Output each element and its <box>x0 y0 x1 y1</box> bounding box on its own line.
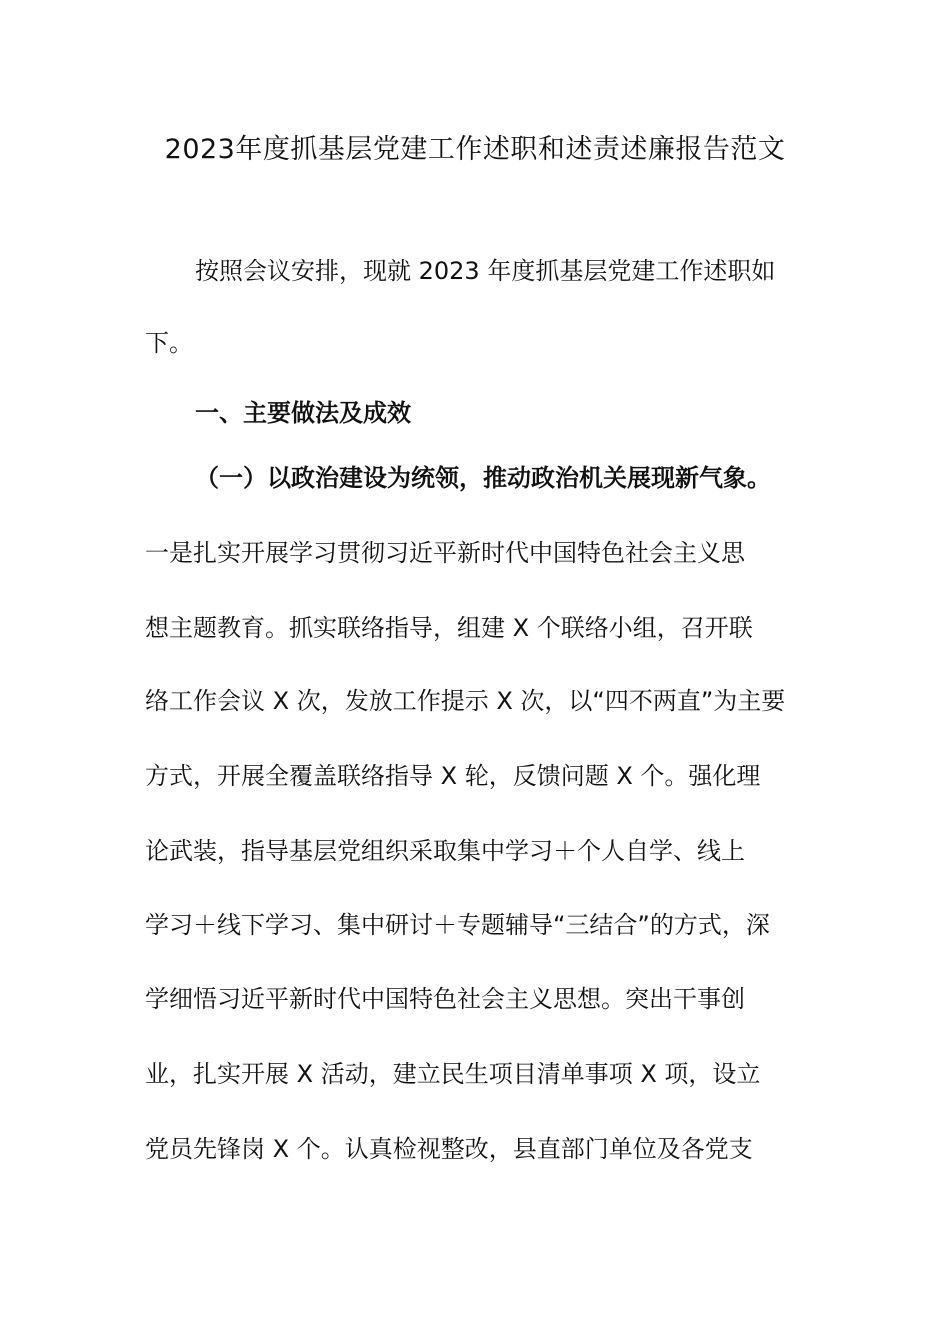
paragraph-line: 学习＋线下学习、集中研讨＋专题辅导“三结合”的方式，深 <box>145 911 770 939</box>
paragraph-line: 下。 <box>145 329 193 357</box>
paragraph-line: 业，扎实开展 X 活动，建立民生项目清单事项 X 项，设立 <box>145 1060 761 1088</box>
paragraph-line: 按照会议安排，现就 2023 年度抓基层党建工作述职如 <box>195 257 776 285</box>
paragraph-line: 学细悟习近平新时代中国特色社会主义思想。突出干事创 <box>145 985 745 1013</box>
paragraph-line: 方式，开展全覆盖联络指导 X 轮，反馈问题 X 个。强化理 <box>145 762 761 790</box>
document-title: 2023年度抓基层党建工作述职和述责述廉报告范文 <box>164 134 786 165</box>
paragraph-line: 络工作会议 X 次，发放工作提示 X 次，以“四不两直”为主要 <box>145 687 786 715</box>
section-heading: 一、主要做法及成效 <box>195 399 411 427</box>
paragraph-line: 论武装，指导基层党组织采取集中学习＋个人自学、线上 <box>145 837 745 865</box>
paragraph-line: 一是扎实开展学习贯彻习近平新时代中国特色社会主义思 <box>145 539 745 567</box>
subsection-heading: （一）以政治建设为统领，推动政治机关展现新气象。 <box>195 464 771 492</box>
paragraph-line: 想主题教育。抓实联络指导，组建 X 个联络小组，召开联 <box>145 614 753 642</box>
paragraph-line: 党员先锋岗 X 个。认真检视整改，县直部门单位及各党支 <box>145 1135 753 1163</box>
